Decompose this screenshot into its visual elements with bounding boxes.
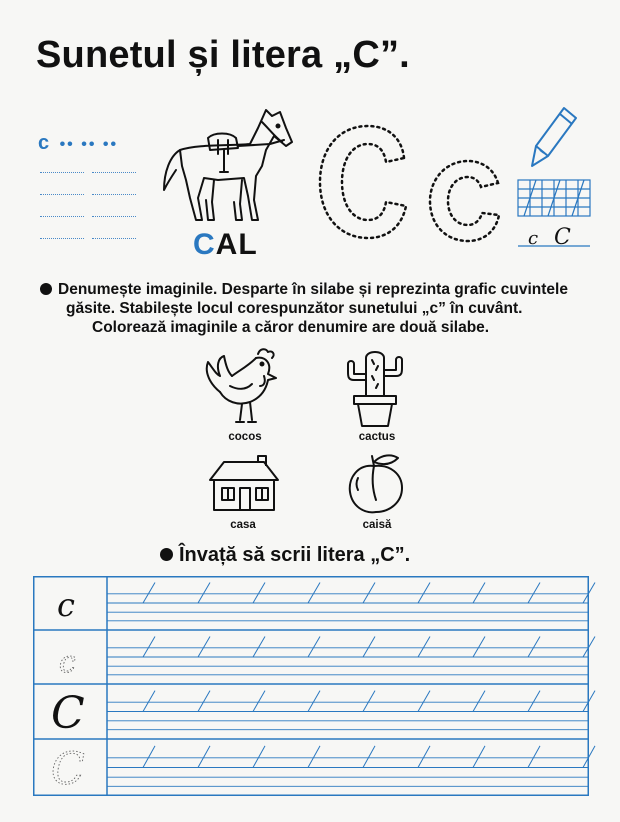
pencil-icon [530, 104, 580, 170]
model-letter-capital-c: C [51, 688, 85, 739]
slant-guide [418, 582, 430, 603]
slant-guide [198, 636, 210, 657]
grid-sample-small: c [528, 228, 539, 249]
word-rest: AL [215, 228, 258, 261]
picture-label-cocos: cocos [228, 431, 262, 443]
writing-dotline [92, 216, 136, 217]
cactus-icon [342, 346, 408, 430]
writing-grid-icon [516, 178, 592, 250]
picture-label-casa: casa [230, 519, 256, 531]
slant-guide [363, 582, 375, 603]
slant-guide [308, 691, 320, 712]
writing-heading [160, 544, 410, 567]
grid-sample-capital: C [554, 225, 571, 250]
bullet-icon [160, 548, 173, 561]
word-cal [193, 228, 258, 262]
instruction-line-1: Denumește imaginile. Desparte în silabe și reprezinta grafic cuvintele [58, 281, 568, 298]
rooster-icon [200, 344, 284, 428]
slant-guide [198, 691, 210, 712]
slant-guide [418, 746, 430, 768]
slant-guide [198, 582, 210, 603]
slant-guide [528, 582, 540, 603]
slant-guide [253, 636, 265, 657]
writing-practice-grid [33, 576, 589, 796]
dotted-small-c-icon [424, 155, 504, 247]
slant-guide [198, 746, 210, 768]
house-icon [206, 456, 282, 514]
slant-guide [253, 582, 265, 603]
writing-dotline [40, 194, 84, 195]
dotted-capital-c-icon [312, 118, 412, 246]
page-title: Sunetul și litera „C”. [36, 34, 410, 76]
writing-dotline [40, 238, 84, 239]
schema-letter: c [38, 132, 50, 154]
picture-label-caisa: caisă [362, 519, 392, 531]
writing-dotline [92, 238, 136, 239]
writing-heading-text: Învață să scrii litera „C”. [179, 544, 411, 566]
picture-label-cactus: cactus [358, 431, 396, 443]
slant-guide [473, 582, 485, 603]
slant-guide [143, 691, 155, 712]
slant-guide [418, 636, 430, 657]
apricot-icon [344, 452, 408, 516]
slant-guide [363, 691, 375, 712]
slant-guide [253, 691, 265, 712]
slant-guide [308, 746, 320, 768]
dotted-letter-capital-c: C [51, 744, 85, 795]
slant-guide [363, 636, 375, 657]
syllable-schema [38, 132, 138, 155]
writing-dotline [40, 172, 84, 173]
slant-guide [253, 746, 265, 768]
slant-guide [143, 746, 155, 768]
dotted-letter-small-c: c [59, 645, 76, 680]
bullet-icon [40, 283, 52, 295]
slant-guide [143, 582, 155, 603]
slant-guide [528, 746, 540, 768]
instruction-line-2: găsite. Stabilește locul corespunzător sunetului „c” în cuvânt. [66, 300, 523, 317]
word-first-letter: C [193, 228, 216, 261]
slant-guide [308, 582, 320, 603]
slant-guide [473, 746, 485, 768]
slant-guide [143, 636, 155, 657]
slant-guide [528, 636, 540, 657]
writing-dotline [92, 172, 136, 173]
slant-guide [308, 636, 320, 657]
model-letter-small-c: c [57, 586, 75, 624]
slant-guide [418, 691, 430, 712]
instruction-line-3: Colorează imaginile a căror denumire are două silabe. [92, 319, 490, 336]
slant-guide [473, 636, 485, 657]
slant-guide [363, 746, 375, 768]
writing-dotline [92, 194, 136, 195]
slant-guide [528, 691, 540, 712]
schema-dots: •• •• •• [59, 136, 119, 153]
horse-icon [158, 104, 298, 226]
slant-guide [473, 691, 485, 712]
writing-dotline [40, 216, 84, 217]
instructions [40, 280, 600, 337]
